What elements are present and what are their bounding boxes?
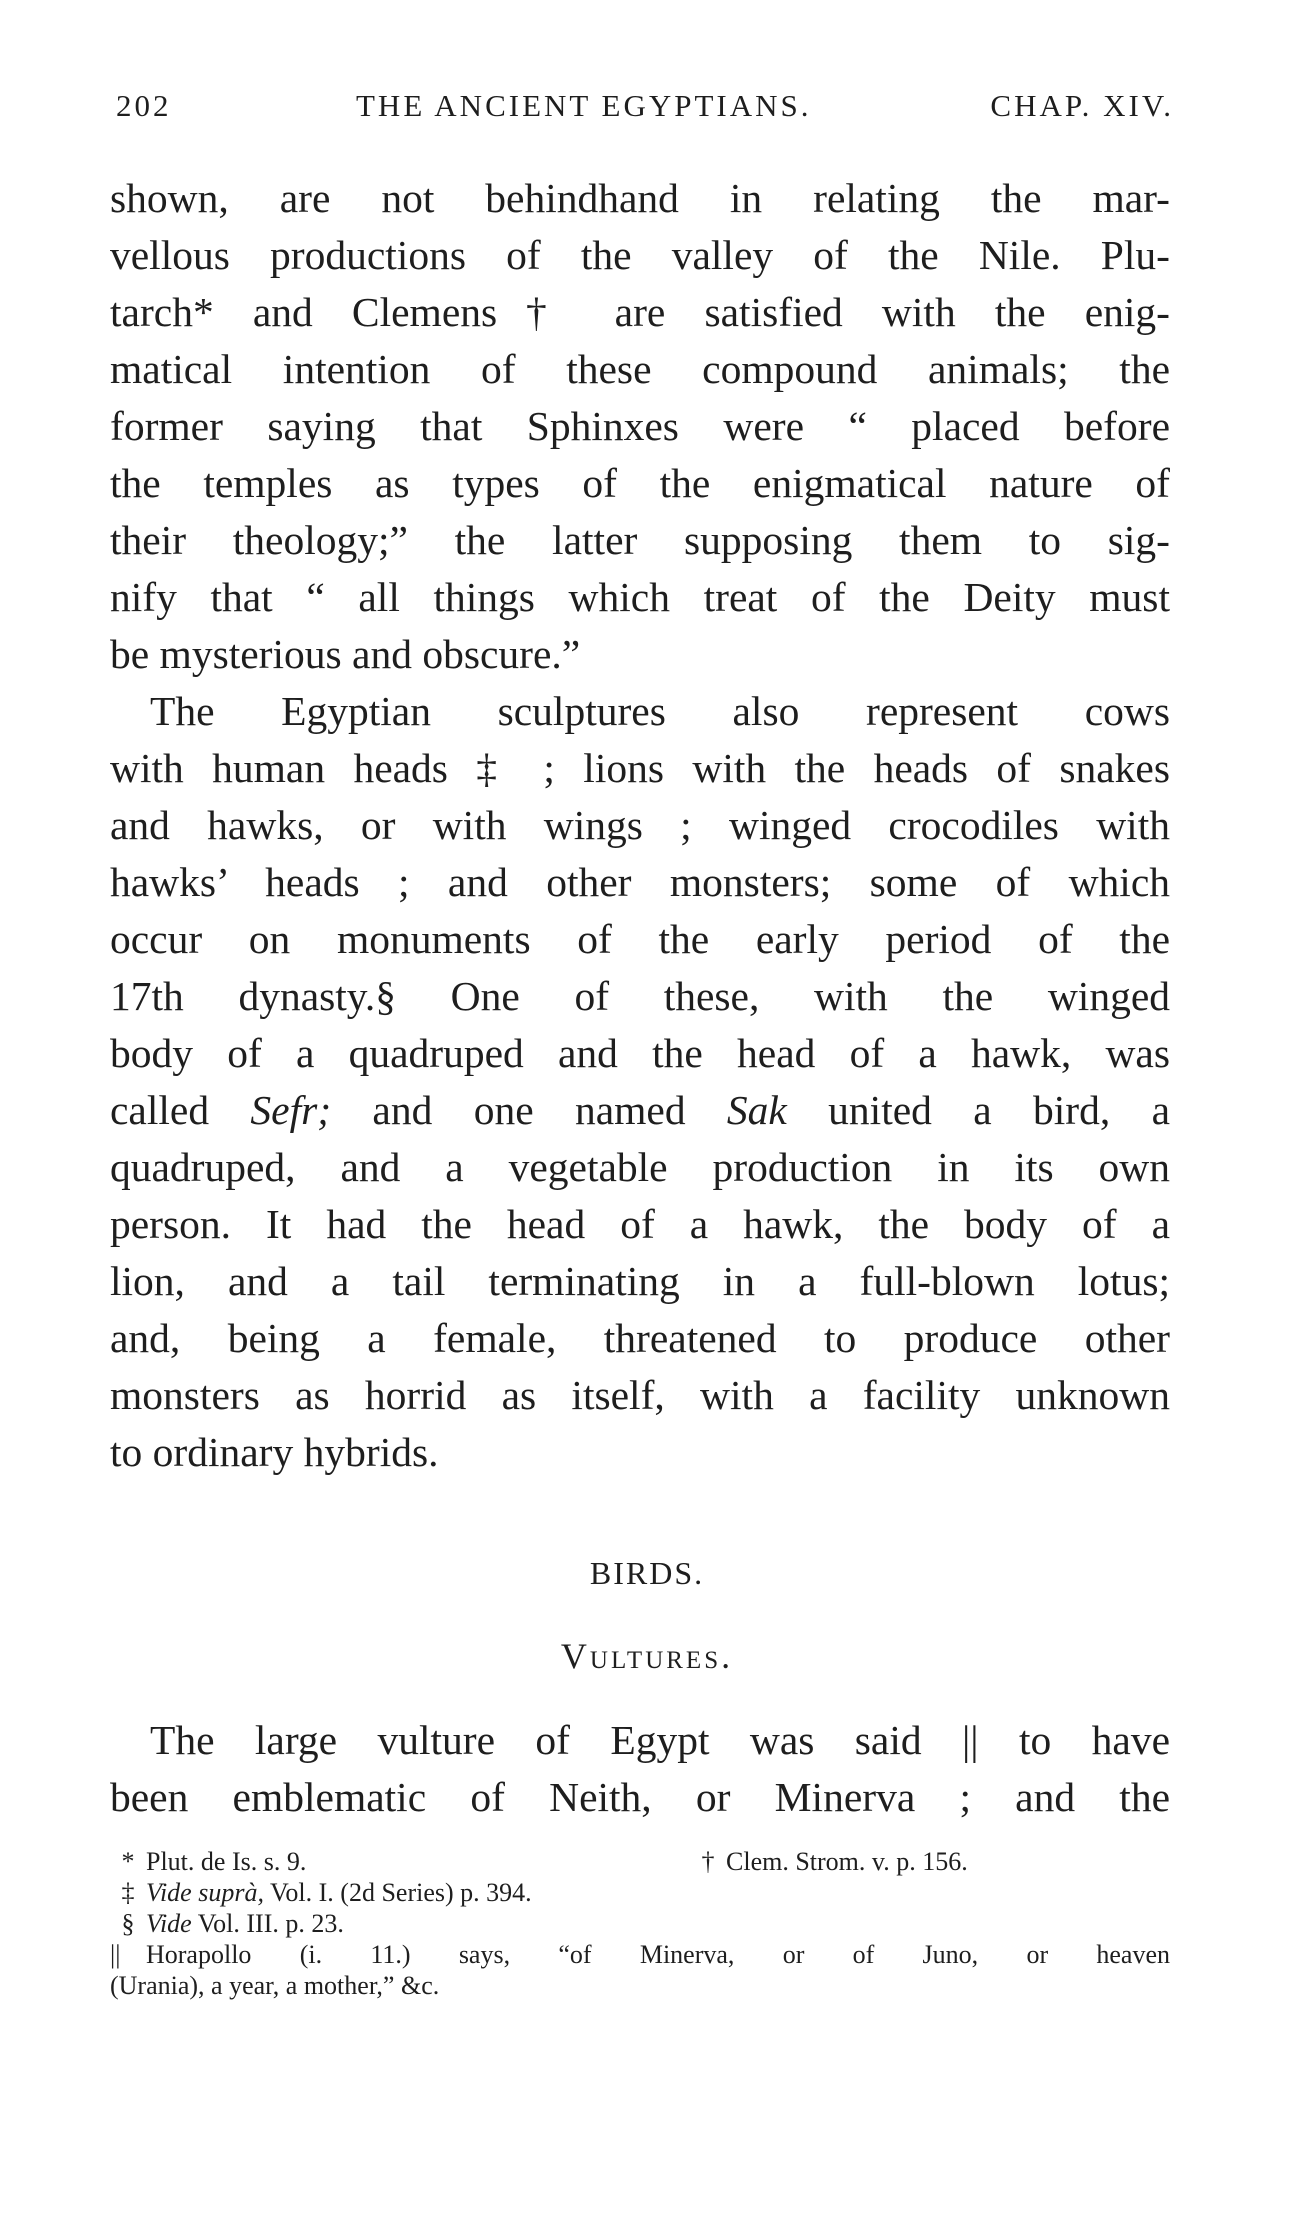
- footnote-italic: Vide suprà,: [146, 1878, 264, 1907]
- text-line: to ordinary hybrids.: [110, 1429, 439, 1475]
- footnote-row: [110, 1877, 1170, 1908]
- footnote-mark: §: [121, 1909, 135, 1938]
- footnote-mark: ‡: [121, 1878, 135, 1907]
- text-line: been emblematic of Neith, or Minerva ; and the: [110, 1774, 1170, 1820]
- italic-term-sak: Sak: [726, 1087, 787, 1133]
- text-line: lion, and a tail terminating in a full-blown lotus;: [110, 1258, 1170, 1304]
- text-line: hawks’ heads ; and other monsters; some of which: [110, 859, 1170, 905]
- running-title: THE ANCIENT EGYPTIANS.: [356, 88, 812, 123]
- text-line: monsters as horrid as itself, with a facility unknown: [110, 1372, 1170, 1418]
- footnote-right: [690, 1846, 968, 1877]
- footnotes: [110, 1846, 1170, 2001]
- text-line: nify that “ all things which treat of the Deity must: [110, 574, 1170, 620]
- text-line: and hawks, or with wings ; winged crocodiles with: [110, 802, 1170, 848]
- footnote-mark: *: [121, 1847, 135, 1876]
- text-fragment: and one named: [331, 1087, 727, 1133]
- text-line: matical intention of these compound animals; the: [110, 346, 1170, 392]
- footnote-row: [110, 1939, 1170, 1970]
- footnote-text: Plut. de Is. s. 9.: [146, 1847, 307, 1876]
- italic-term-sefr: Sefr;: [250, 1087, 332, 1133]
- section-heading-birds: BIRDS.: [589, 1555, 705, 1591]
- footnote-mark: ||: [110, 1940, 121, 1969]
- footnote-text: Horapollo (i. 11.) says, “of Minerva, or of Juno, or heaven: [146, 1940, 1170, 1969]
- running-header: [116, 88, 1174, 132]
- footnote-text: Vol. I. (2d Series) p. 394.: [263, 1878, 532, 1907]
- text-line: be mysterious and obscure.”: [110, 631, 581, 677]
- text-line: The large vulture of Egypt was said || to have: [150, 1717, 1170, 1763]
- vultures-paragraph: [110, 1712, 1170, 1826]
- text-fragment: united a bird, a: [786, 1087, 1170, 1133]
- text-line-with-italics: [110, 1082, 1170, 1139]
- footnote-row: [110, 1908, 1170, 1939]
- page-number: 202: [116, 88, 172, 123]
- text-line: former saying that Sphinxes were “ placed before: [110, 403, 1170, 449]
- text-line: occur on monuments of the early period of the: [110, 916, 1170, 962]
- chapter-label: CHAP. XIV.: [990, 88, 1174, 123]
- footnote-row: [110, 1846, 1170, 1877]
- text-line: quadruped, and a vegetable production in its own: [110, 1144, 1170, 1190]
- footnote-mark: †: [701, 1847, 715, 1876]
- text-line: and, being a female, threatened to produce other: [110, 1315, 1170, 1361]
- text-line: The Egyptian sculptures also represent cows: [150, 688, 1170, 734]
- text-line: person. It had the head of a hawk, the body of a: [110, 1201, 1170, 1247]
- text-line: shown, are not behindhand in relating the mar-: [110, 175, 1170, 221]
- text-line: the temples as types of the enigmatical nature of: [110, 460, 1170, 506]
- text-fragment: called: [110, 1087, 251, 1133]
- footnote-text: Vol. III. p. 23.: [191, 1909, 344, 1938]
- text-line: tarch* and Clemens† are satisfied with the enig-: [110, 289, 1170, 335]
- text-line: 17th dynasty.§ One of these, with the winged: [110, 973, 1170, 1019]
- main-paragraph: [110, 170, 1170, 1481]
- text-line: vellous productions of the valley of the Nile. Plu-: [110, 232, 1170, 278]
- text-line: body of a quadruped and the head of a hawk, was: [110, 1030, 1170, 1076]
- subsection-heading-vultures: Vultures.: [560, 1636, 734, 1676]
- footnote-italic: Vide: [146, 1909, 192, 1938]
- footnote-continuation: (Urania), a year, a mother,” &c.: [110, 1971, 440, 2000]
- footnote-text: Clem. Strom. v. p. 156.: [726, 1847, 968, 1876]
- text-line: their theology;” the latter supposing them to sig-: [110, 517, 1170, 563]
- text-line: with human heads ‡ ; lions with the heads of snakes: [110, 745, 1170, 791]
